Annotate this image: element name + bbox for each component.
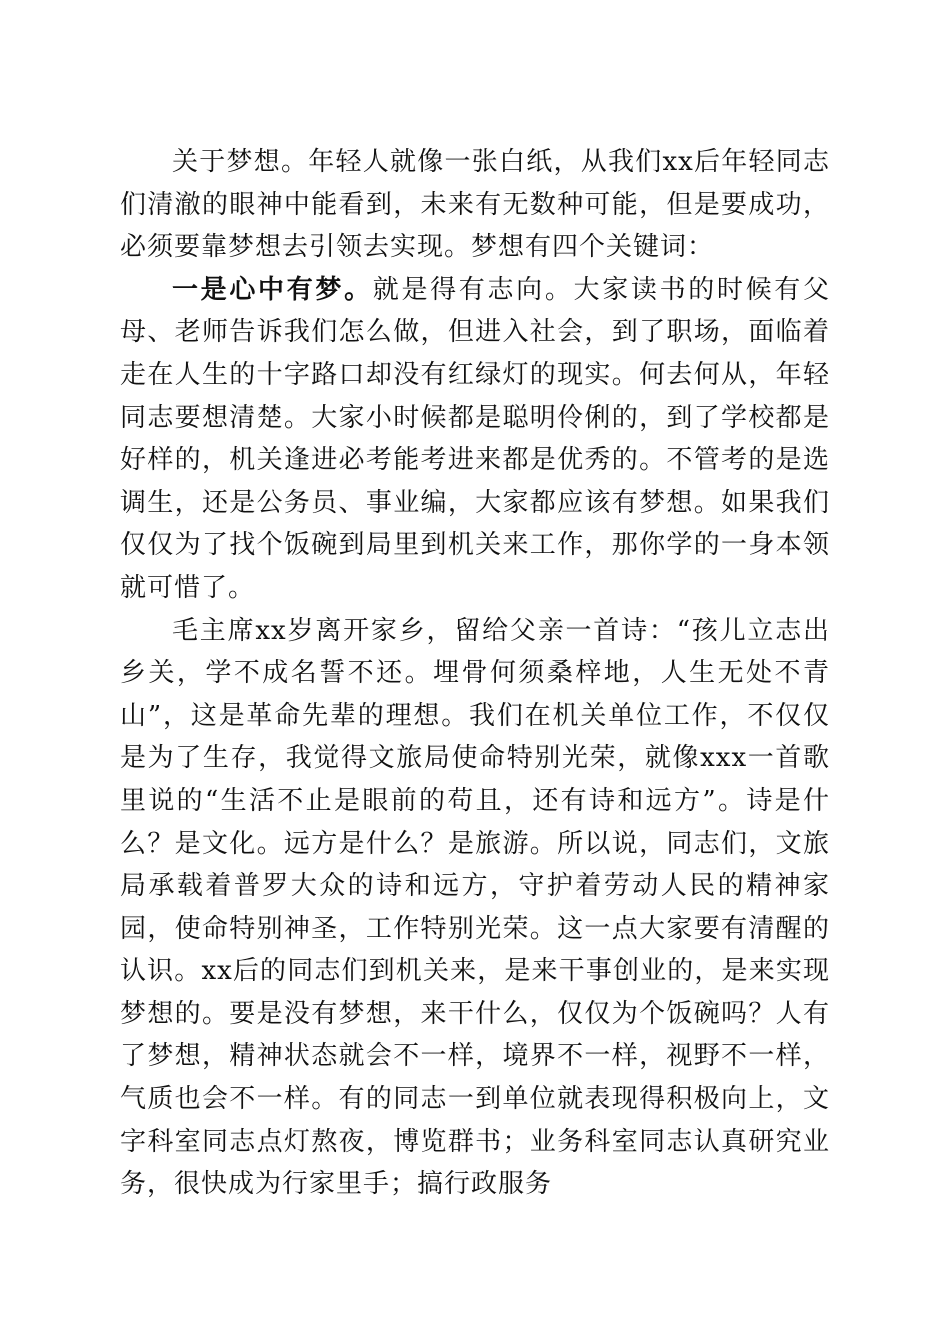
paragraph-text: 关于梦想。年轻人就像一张白纸，从我们xx后年轻同志们清澈的眼神中能看到，未来有无数种可能，但是要成功，必须要靠梦想去引领去实现。梦想有四个关键词： [120,147,830,263]
paragraph-text: 毛主席xx岁离开家乡，留给父亲一首诗：“孩儿立志出乡关，学不成名誓不还。埋骨何须桑梓地，人生无处不青山”，这是革命先辈的理想。我们在机关单位工作，不仅仅是为了生存，我觉得文旅局使命特别光荣，就像xxx一首歌里说的“生活不止是眼前的苟且，还有诗和远方”。诗是什么？是文化。远方是什么？是旅游。所以说，同志们，文旅局承载着普罗大众的诗和远方，守护着劳动人民的精神家园，使命特别神圣，工作特别光荣。这一点大家要有清醒的认识。xx后的同志们到机关来，是来干事创业的，是来实现梦想的。要是没有梦想，来干什么，仅仅为个饭碗吗？人有了梦想，精神状态就会不一样，境界不一样，视野不一样，气质也会不一样。有的同志一到单位就表现得积极向上，文字科室同志点灯熬夜，博览群书；业务科室同志认真研究业务，很快成为行家里手；搞行政服务 [120,615,830,1200]
paragraph-intro [120,141,830,269]
document-page [120,141,830,1206]
paragraph-dream-in-heart [120,269,830,610]
paragraph-lead: 一是心中有梦。 [172,274,373,305]
paragraph-mao-poem [120,610,830,1206]
paragraph-text: 就是得有志向。大家读书的时候有父母、老师告诉我们怎么做，但进入社会，到了职场，面临着走在人生的十字路口却没有红绿灯的现实。何去何从，年轻同志要想清楚。大家小时候都是聪明伶俐的，到了学校都是好样的，机关逢进必考能考进来都是优秀的。不管考的是选调生，还是公务员、事业编，大家都应该有梦想。如果我们仅仅为了找个饭碗到局里到机关来工作，那你学的一身本领就可惜了。 [120,274,830,603]
